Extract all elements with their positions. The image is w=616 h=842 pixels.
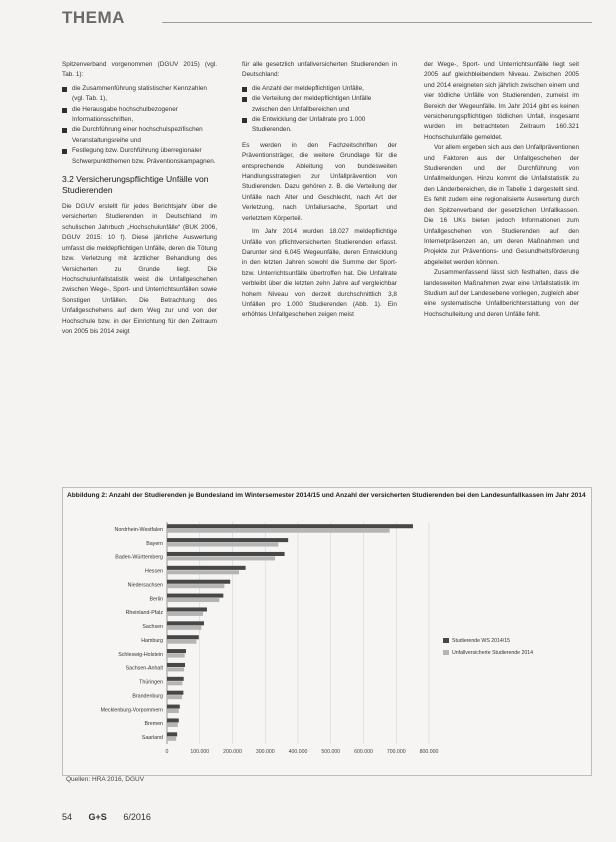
bar-studierende: [167, 677, 184, 681]
bar-versicherte: [167, 695, 182, 699]
x-tick-label: 500.000: [321, 749, 341, 755]
list-item: die Anzahl der meldepflichtigen Unfälle,: [242, 84, 397, 94]
bar-studierende: [167, 635, 199, 639]
x-tick-label: 700.000: [386, 749, 406, 755]
category-label: Saarland: [141, 735, 163, 742]
list-item: die Durchführung einer hochschulspezifischen Veranstaltungsreihe und: [62, 125, 217, 146]
category-label: Mecklenburg-Vorpommern: [100, 707, 163, 714]
section-title: THEMA: [62, 8, 125, 27]
category-label: Sachsen: [142, 624, 163, 631]
text-column-2: [242, 60, 397, 321]
x-tick-label: 100.000: [190, 749, 210, 755]
list-item: Festlegung bzw. Durchführung überregionaler Schwerpunktthemen bzw. Präventionskampagnen.: [62, 146, 217, 167]
bar-chart: [63, 512, 589, 774]
bar-studierende: [167, 663, 185, 667]
bar-studierende: [167, 649, 186, 653]
legend-label: Studierende WS 2014/15: [452, 638, 510, 644]
bar-versicherte: [167, 612, 203, 616]
x-tick-label: 400.000: [288, 749, 308, 755]
page-header: [62, 8, 592, 34]
col2-body-2: Im Jahr 2014 wurden 18.027 meldepflichtige Unfälle von pflichtversicherten Studierenden erfasst. Darunter sind 6.045 Wegeunfälle, deren Entwicklung in den letzten Jahren sowohl die Summe der Sport- bzw. Unterrichtsunfälle übertroffen hat. Die Unfallrate verbleibt über die letzten zehn Jahre auf vergleichbar hohem Niveau von derzeit durchschnittlich 3,8 Unfällen pro 1.000 Studierenden (Abb. 1). Ein erhöhtes Unfallgeschehen zeigen meist: [242, 228, 397, 319]
col3-body-1: der Wege-, Sport- und Unterrichtsunfälle liegt seit 2005 auf gleichbleibendem Niveau. Zwischen 2005 und 2014 ereigneten sich jährlich zwischen einem und vier tödliche Unfälle von Studierenden, zumeist im Bereich der Wegeunfälle. Im Jahr 2014 gibt es keinen versicherungspflichtigen tödlichen Unfall, insgesamt wurden im betrachteten Zeitraum 160.321 Hochschulunfälle gemeldet.: [424, 61, 579, 141]
list-item: die Zusammenführung statistischer Kennzahlen (vgl. Tab. 1),: [62, 84, 217, 105]
list-item: die Herausgabe hochschulbezogener Informationsschriften,: [62, 105, 217, 126]
x-tick-label: 0: [165, 749, 169, 755]
category-label: Baden-Württemberg: [115, 554, 163, 561]
category-label: Hamburg: [141, 637, 163, 644]
figure-box: [62, 487, 592, 776]
figure-source: Quellen: HRA 2016, DGUV: [66, 776, 145, 783]
category-label: Nordrhein-Westfalen: [114, 526, 163, 533]
col1-body: Die DGUV erstellt für jedes Berichtsjahr über die versicherten Studierenden in Deutschland im schulischen Jahrbuch „Hochschulunfälle“ (BUK 2006, DGUV 2015: 10 f). Diese jährliche Auswertung umfasst die meldepflichtigen Unfälle, deren die Tötung bzw. Verletzung mit ärztlicher Behandlung des Versicherten zu Grunde liegt. Die Hochschulunfallstatistik weist die Unfallgeschehen zwischen Wege-, Sport- und Unterrichtsunfällen sowie Sonstigen Unfällen. Die Betrachtung des Unfallgeschehens auf dem Weg zur und von der Hochschule bzw. in der Einrichtung für den Zeitraum von 2005 bis 2014 zeigt: [62, 203, 217, 335]
bar-studierende: [167, 524, 413, 528]
category-label: Thüringen: [139, 679, 163, 686]
x-tick-label: 800.000: [419, 749, 439, 755]
bar-versicherte: [167, 709, 179, 713]
journal-brand: G+S: [88, 812, 107, 822]
col3-body-3: Zusammenfassend lässt sich festhalten, dass die landesweiten Maßnahmen zwar eine Unfallstatistik im Studium auf der Landesebene vorliegen, zugleich aber eine systematische Unfallberichterstattung von der Hochschulleitung und deren Unfälle fehlt.: [424, 269, 579, 318]
bar-studierende: [167, 580, 230, 584]
legend-swatch: [443, 650, 449, 655]
bar-versicherte: [167, 529, 390, 533]
bar-studierende: [167, 552, 285, 556]
col1-bullet-list: [62, 84, 217, 167]
category-label: Hessen: [145, 568, 163, 575]
col2-bullet-list: [242, 84, 397, 136]
list-item: die Verteilung der meldepflichtigen Unfälle zwischen den Unfallbereichen und: [242, 94, 397, 115]
x-tick-label: 200.000: [223, 749, 242, 755]
bar-versicherte: [167, 640, 196, 644]
legend-label: Unfallversicherte Studierende 2014: [452, 650, 534, 656]
bar-versicherte: [167, 737, 176, 741]
bar-studierende: [167, 566, 246, 570]
bar-studierende: [167, 705, 180, 709]
bar-versicherte: [167, 543, 278, 547]
col2-intro: für alle gesetzlich unfallversicherten Studierenden in Deutschland:: [242, 61, 397, 79]
x-tick-label: 300.000: [255, 749, 275, 755]
header-rule: [162, 22, 592, 23]
bar-studierende: [167, 732, 177, 736]
col3-body-2: Vor allem ergeben sich aus den Unfallpräventionen und Faktoren aus der Unfallgeschehen der Studierenden und der Durchführung von Unfallmeldungen. Hinzu kommt die Unfallstatistik zu den Länderbereichen, die in Tabelle 1 dargestellt sind. Es fehlt zudem eine regionalisierte Auswertung durch den Spitzenverband der gesetzlichen Unfallkassen. Die 16 UKs bieten jedoch Informationen zum Unfallgeschehen von Studierenden auf den Internetpräsenzen an, um deren Maßnahmen und Projekte zur Präventions- und Gesundheitsförderung abgeleitet werden können.: [424, 144, 579, 266]
category-label: Schleswig-Holstein: [118, 651, 163, 658]
bar-studierende: [167, 594, 223, 598]
legend-swatch: [443, 638, 449, 643]
page-number: 54: [62, 812, 73, 822]
bar-studierende: [167, 718, 179, 722]
list-item: die Entwicklung der Unfallrate pro 1.000 Studierenden.: [242, 115, 397, 136]
category-label: Bremen: [144, 721, 163, 728]
bar-versicherte: [167, 570, 239, 574]
journal-issue: 6/2016: [123, 812, 151, 822]
col1-intro: Spitzenverband vorgenommen (DGUV 2015) (vgl. Tab. 1):: [62, 61, 217, 79]
bar-versicherte: [167, 598, 219, 602]
bar-studierende: [167, 607, 207, 611]
bar-versicherte: [167, 584, 224, 588]
bar-studierende: [167, 691, 183, 695]
category-label: Brandenburg: [132, 693, 163, 700]
bar-versicherte: [167, 654, 185, 658]
bar-versicherte: [167, 723, 178, 727]
section-heading: 3.2 Versicherungspflichtige Unfälle von Studierenden: [62, 174, 209, 196]
bar-versicherte: [167, 681, 182, 685]
bar-versicherte: [167, 626, 201, 630]
x-tick-label: 600.000: [354, 749, 373, 755]
bar-studierende: [167, 621, 204, 625]
bar-studierende: [167, 538, 288, 542]
figure-caption: Abbildung 2: Anzahl der Studierenden je Bundesland im Wintersemester 2014/15 und Anzahl der versicherten Studierenden bei den Landesunfallkassen im Jahr 2014: [67, 492, 586, 499]
category-label: Rheinland-Pfalz: [125, 610, 163, 617]
category-label: Bayern: [146, 540, 163, 547]
bar-versicherte: [167, 667, 184, 671]
text-column-3: [424, 60, 579, 320]
category-label: Berlin: [149, 596, 163, 603]
page-footer: [62, 812, 165, 822]
col2-body-1: Es werden in den Fachzeitschriften der Präventionsträger, die weitere Grundlage für die entsprechende Ableitung von bundesweiten Handlungsstrategien zur Unfallprävention von Studierenden. Dazu gehören z. B. die Verteilung der Unfälle nach Alter und Geschlecht, nach Art der Verletzung, nach Unfallursache, Sportart und verletztem Körperteil.: [242, 141, 397, 222]
text-column-1: [62, 60, 217, 337]
category-label: Niedersachsen: [127, 582, 163, 589]
bar-versicherte: [167, 556, 275, 560]
category-label: Sachsen-Anhalt: [125, 665, 163, 672]
